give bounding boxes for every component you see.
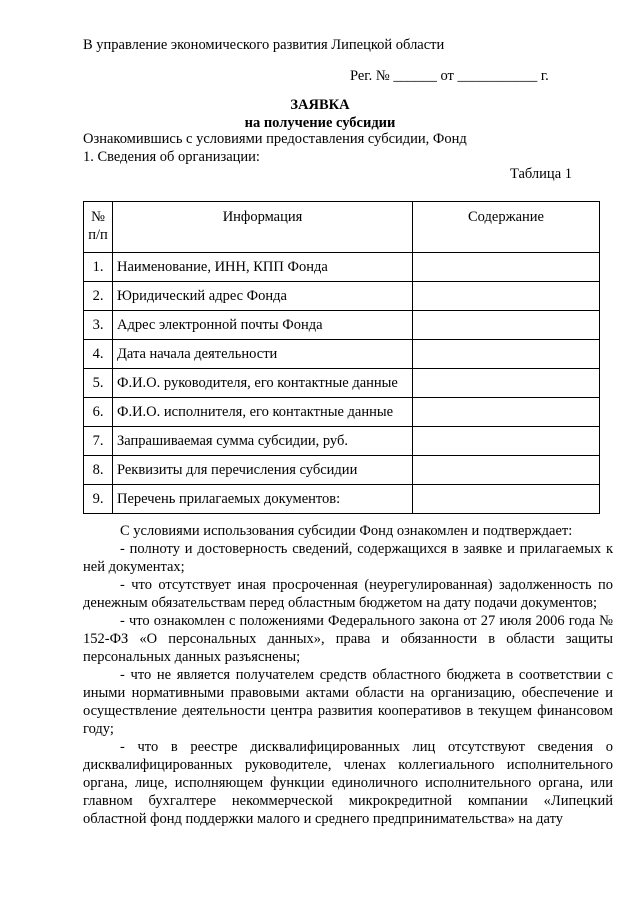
row-number: 8. bbox=[84, 456, 113, 485]
row-content-cell[interactable] bbox=[413, 485, 600, 514]
row-content-cell[interactable] bbox=[413, 398, 600, 427]
row-content-cell[interactable] bbox=[413, 253, 600, 282]
table-caption: Таблица 1 bbox=[509, 166, 572, 182]
row-number: 4. bbox=[84, 340, 113, 369]
row-information: Наименование, ИНН, КПП Фонда bbox=[113, 253, 413, 282]
row-content-cell[interactable] bbox=[413, 456, 600, 485]
confirmation-item: - что в реестре дисквалифицированных лиц отсутствуют сведения о дисквалифицированных руководителе, членах коллегиального исполнительного органа, лице, исполняющем функции единоличного исполнительного органа, или главном бухгалтере некоммерческой микрокредитной компании «Липецкий областной фонд поддержки малого и среднего предпринимательства» на дату bbox=[83, 739, 613, 827]
intro-text: Ознакомившись с условиями предоставления субсидии, Фонд bbox=[83, 131, 467, 147]
header-information: Информация bbox=[113, 202, 413, 253]
table-row bbox=[84, 311, 600, 340]
row-content-cell[interactable] bbox=[413, 282, 600, 311]
table-row bbox=[84, 485, 600, 514]
row-information: Перечень прилагаемых документов: bbox=[113, 485, 413, 514]
document-title: ЗАЯВКА bbox=[290, 97, 350, 113]
row-number: 6. bbox=[84, 398, 113, 427]
confirmation-item: - что не является получателем средств областного бюджета в соответствии с иными нормативными правовыми актами области на организацию, обеспечение и осуществление деятельности центра развития кооперативов в текущем финансовом году; bbox=[83, 667, 613, 737]
confirmation-item: - полноту и достоверность сведений, содержащихся в заявке и прилагаемых к ней документах; bbox=[83, 541, 613, 575]
row-content-cell[interactable] bbox=[413, 311, 600, 340]
row-number: 7. bbox=[84, 427, 113, 456]
row-number: 5. bbox=[84, 369, 113, 398]
row-information: Адрес электронной почты Фонда bbox=[113, 311, 413, 340]
table-row bbox=[84, 369, 600, 398]
confirmation-item: - что отсутствует иная просроченная (неурегулированная) задолженность по денежным обязательствам перед областным бюджетом на дату подачи документов; bbox=[83, 577, 613, 611]
row-number: 3. bbox=[84, 311, 113, 340]
registration-line: Рег. № ______ от ___________ г. bbox=[350, 68, 549, 84]
row-content-cell[interactable] bbox=[413, 369, 600, 398]
organization-info-table bbox=[83, 201, 600, 514]
row-information: Ф.И.О. исполнителя, его контактные данные bbox=[113, 398, 413, 427]
row-content-cell[interactable] bbox=[413, 340, 600, 369]
row-information: Запрашиваемая сумма субсидии, руб. bbox=[113, 427, 413, 456]
row-number: 9. bbox=[84, 485, 113, 514]
section-heading: 1. Сведения об организации: bbox=[83, 149, 260, 165]
confirmation-lead: С условиями использования субсидии Фонд ознакомлен и подтверждает: bbox=[120, 523, 573, 539]
table-row bbox=[84, 427, 600, 456]
document-subtitle: на получение субсидии bbox=[244, 115, 396, 131]
row-number: 2. bbox=[84, 282, 113, 311]
table-row bbox=[84, 398, 600, 427]
row-number: 1. bbox=[84, 253, 113, 282]
header-content: Содержание bbox=[413, 202, 600, 253]
row-information: Юридический адрес Фонда bbox=[113, 282, 413, 311]
row-information: Ф.И.О. руководителя, его контактные данные bbox=[113, 369, 413, 398]
table-header-row bbox=[84, 202, 600, 253]
confirmation-item: - что ознакомлен с положениями Федерального закона от 27 июля 2006 года № 152-ФЗ «О персональных данных», права и обязанности в области защиты персональных данных разъяснены; bbox=[83, 613, 613, 665]
row-information: Реквизиты для перечисления субсидии bbox=[113, 456, 413, 485]
addressee-line: В управление экономического развития Липецкой области bbox=[83, 37, 445, 53]
row-content-cell[interactable] bbox=[413, 427, 600, 456]
table-row bbox=[84, 282, 600, 311]
confirmation-section bbox=[83, 522, 613, 828]
header-number: № п/п bbox=[84, 202, 113, 253]
row-information: Дата начала деятельности bbox=[113, 340, 413, 369]
table-row bbox=[84, 340, 600, 369]
table-row bbox=[84, 456, 600, 485]
table-row bbox=[84, 253, 600, 282]
